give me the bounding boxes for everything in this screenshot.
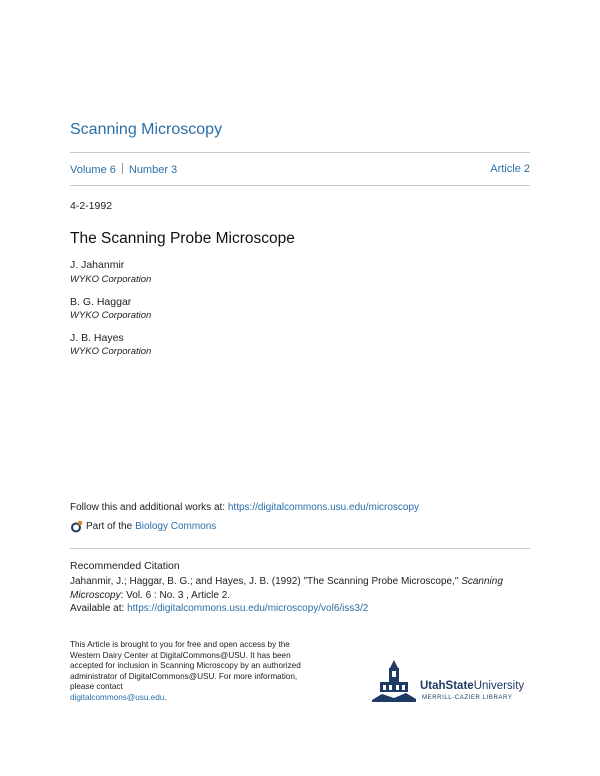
number-link[interactable]: Number 3 xyxy=(128,164,178,176)
available-label: Available at: xyxy=(70,603,128,614)
author-affiliation: WYKO Corporation xyxy=(70,310,152,321)
commons-icon xyxy=(70,520,83,533)
author-affiliation: WYKO Corporation xyxy=(70,274,152,285)
volume-issue xyxy=(70,163,177,176)
access-statement xyxy=(70,640,310,704)
separator xyxy=(122,163,123,174)
publication-date: 4-2-1992 xyxy=(70,200,113,212)
old-main-tower-icon xyxy=(372,658,416,706)
wordmark-regular: University xyxy=(473,680,525,692)
divider-citation xyxy=(70,548,530,549)
author-name: B. G. Haggar xyxy=(70,296,132,308)
citation-journal: Scanning Microscopy xyxy=(70,576,503,601)
author-name: J. Jahanmir xyxy=(70,259,125,271)
article-url-link[interactable]: https://digitalcommons.usu.edu/microscopy/vol6/iss3/2 xyxy=(127,603,369,614)
collection-link[interactable]: https://digitalcommons.usu.edu/microscopy xyxy=(227,502,420,513)
volume-link[interactable]: Volume 6 xyxy=(70,164,116,176)
access-text: This Article is brought to you for free and open access by the Western Dairy Center at DigitalCommons@USU. It has been accepted for inclusion in Scanning Microscopy by an authorized administrator of DigitalCommons@USU. For more information, please contact xyxy=(70,640,301,692)
author-name: J. B. Hayes xyxy=(70,332,124,344)
follow-line xyxy=(70,502,419,513)
divider-top xyxy=(70,152,530,153)
wordmark-bold: UtahState xyxy=(420,680,474,692)
biology-commons-link[interactable]: Biology Commons xyxy=(135,521,217,532)
citation-heading: Recommended Citation xyxy=(70,560,180,572)
usu-library-logo[interactable] xyxy=(372,658,532,708)
contact-email-link[interactable]: digitalcommons@usu.edu xyxy=(70,692,165,702)
citation-authors: Jahanmir, J.; Haggar, B. G.; and Hayes, J. B. (1992) "The Scanning Probe Microscope," xyxy=(70,576,462,587)
article-link[interactable]: Article 2 xyxy=(490,163,530,175)
follow-text: Follow this and additional works at: xyxy=(70,502,228,513)
citation-volume: : Vol. 6 : No. 3 , Article 2. xyxy=(120,589,231,601)
journal-title[interactable]: Scanning Microscopy xyxy=(70,121,223,138)
citation-text xyxy=(70,575,530,616)
university-wordmark xyxy=(420,680,524,692)
library-subtitle: MERRILL-CAZIER LIBRARY xyxy=(422,695,513,701)
author-affiliation: WYKO Corporation xyxy=(70,346,152,357)
email-suffix: . xyxy=(164,692,167,702)
divider-bottom xyxy=(70,185,530,186)
article-title: The Scanning Probe Microscope xyxy=(70,230,295,247)
part-of-text: Part of the xyxy=(86,521,133,532)
part-of-line xyxy=(70,520,216,533)
